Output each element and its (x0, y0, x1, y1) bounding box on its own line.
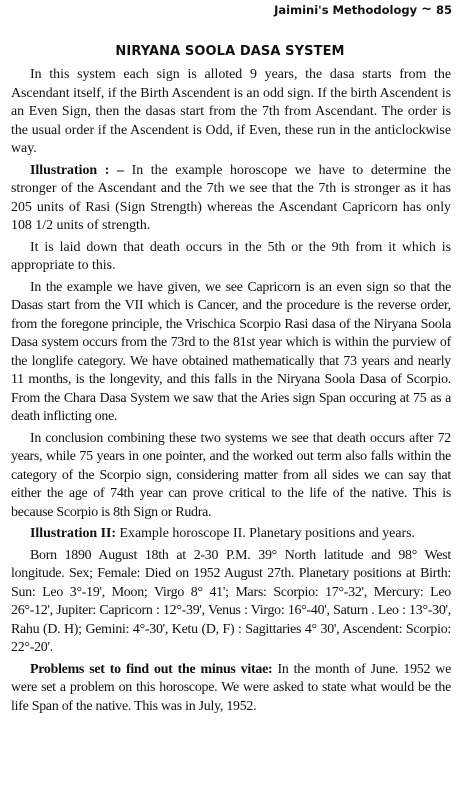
paragraph (11, 162, 451, 236)
section-title: NIRYANA SOOLA DASA SYSTEM (115, 44, 345, 59)
paragraph-lead: Problems set to find out the minus vitae: (30, 661, 273, 677)
paragraph-text: Example horoscope II. Planetary positions and years. (116, 526, 416, 541)
paragraph (11, 239, 451, 276)
paragraph (11, 279, 451, 427)
paragraph (11, 661, 451, 717)
paragraph-text: In the example horoscope we have to determine the stronger of the Ascendant and the 7th we see that the 7th is stronger as it has 205 units of Rasi (Sign Strength) whereas the Ascendant Capricorn has only 108 1/2 units of strength. (11, 162, 451, 233)
body-text (11, 66, 451, 719)
paragraph-text: It is laid down that death occurs in the 5th or the 9th from it which is appropriate to this. (11, 239, 451, 273)
running-header (274, 2, 452, 17)
running-title: Jaimini's Methodology (274, 2, 418, 17)
paragraph (11, 430, 451, 523)
page-number: 85 (435, 2, 452, 17)
paragraph-text: In this system each sign is alloted 9 years, the dasa starts from the Ascendant itself, if the Birth Ascendent is an odd sign. If the birth Ascendent is an Even Sign, then the dasas start from the 7th from Ascendant. The order is the usual order if the Ascendent is Odd, if Even, these run in the anticlockwise way. (11, 67, 451, 156)
header-ornament: ~ (421, 2, 432, 17)
paragraph-lead: Illustration : – (30, 162, 124, 178)
paragraph (11, 66, 451, 159)
paragraph (11, 547, 451, 658)
paragraph (11, 525, 451, 544)
paragraph-text: In conclusion combining these two systems we see that death occurs after 72 years, while 75 years in one pointer, and the worked out term also falls within the category of the Scorpio sign, considering matter from all sides we can say that either the age of 74th year can prove critical to the life of the native. This is because Scorpio is 8th Sign or Rudra. (11, 430, 451, 520)
paragraph-lead: Illustration II: (30, 526, 117, 541)
paragraph-text: In the month of June. 1952 we were set a problem on this horoscope. We were asked to state what would be the life Span of the native. This was in July, 1952. (11, 661, 451, 714)
paragraph-text: Born 1890 August 18th at 2-30 P.M. 39° North latitude and 98° West longitude. Sex; Female: Died on 1952 August 27th. Planetary positions at Birth: Sun: Leo 3°-19', Moon; Virgo 8° 41'; Mars: Scorpio: 17°-32', Mercury: Leo 26°-12', Jupiter: Capricorn : 12°-39', Venus : Virgo: 16°-40', Saturn . Leo : 13°-30', Rahu (D. H); Gemini: 4°-30', Ketu (D, F) : Sagittaries 4° 30', Ascendent: Scorpio: 22°-20'. (11, 547, 451, 655)
paragraph-text: In the example we have given, we see Capricorn is an even sign so that the Dasas start from the VII which is Cancer, and the procedure is the reverse order, from the foregone principle, the Vrischica Scorpio Rasi dasa of the Niryana Soola Dasa system occurs from the 73rd to the 81st year which is within the purview of the longlife category. We have obtained mathematically that 73 years and nearly 11 months, is the longevity, and this falls in the Niryana Soola Dasa of Scorpio. From the Chara Dasa System we saw that the Aries sign Span occuring at 75 as a death inflicting one. (11, 279, 451, 424)
